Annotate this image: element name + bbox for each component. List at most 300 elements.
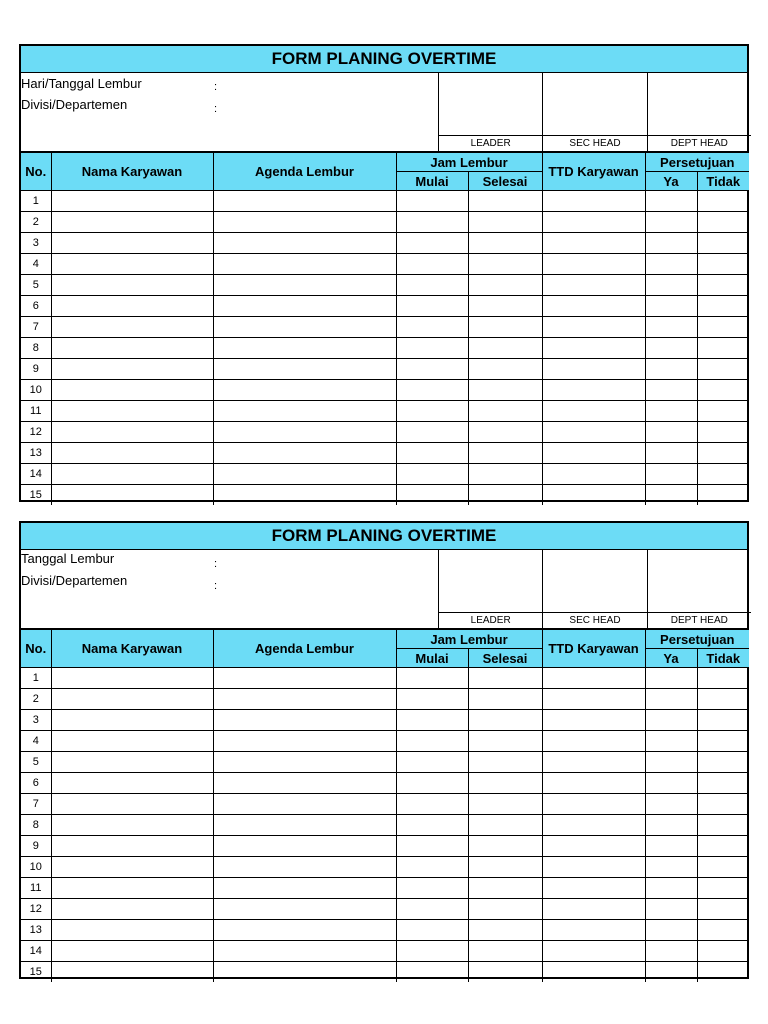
tidak-cell[interactable] [697,317,749,338]
agenda-cell[interactable] [213,962,396,983]
mulai-cell[interactable] [396,464,468,485]
mulai-cell[interactable] [396,338,468,359]
agenda-cell[interactable] [213,317,396,338]
selesai-cell[interactable] [468,401,542,422]
tidak-cell[interactable] [697,464,749,485]
tidak-cell[interactable] [697,233,749,254]
table-row [21,275,749,296]
signature-dept-head [648,73,751,151]
tidak-cell[interactable] [697,401,749,422]
ya-cell[interactable] [645,380,697,401]
agenda-cell[interactable] [213,815,396,836]
row-number: 9 [21,836,51,857]
col-jam-lembur: Jam Lembur [396,153,542,172]
form-info [21,73,747,152]
name-cell[interactable] [51,941,213,962]
overtime-form-2 [19,521,749,979]
ttd-cell[interactable] [542,773,645,794]
agenda-cell[interactable] [213,380,396,401]
agenda-cell[interactable] [213,464,396,485]
ttd-cell[interactable] [542,212,645,233]
selesai-cell[interactable] [468,254,542,275]
col-mulai: Mulai [396,172,468,191]
signature-label: SEC HEAD [543,612,646,628]
ttd-cell[interactable] [542,962,645,983]
ttd-cell[interactable] [542,296,645,317]
agenda-cell[interactable] [213,899,396,920]
name-cell[interactable] [51,359,213,380]
ya-cell[interactable] [645,941,697,962]
selesai-cell[interactable] [468,422,542,443]
ttd-cell[interactable] [542,254,645,275]
row-number: 3 [21,233,51,254]
mulai-cell[interactable] [396,773,468,794]
ya-cell[interactable] [645,359,697,380]
form-title: FORM PLANING OVERTIME [21,46,747,73]
mulai-cell[interactable] [396,296,468,317]
selesai-cell[interactable] [468,191,542,212]
ttd-cell[interactable] [542,878,645,899]
ttd-cell[interactable] [542,191,645,212]
mulai-cell[interactable] [396,443,468,464]
col-ttd: TTD Karyawan [542,630,645,668]
ttd-cell[interactable] [542,464,645,485]
agenda-cell[interactable] [213,794,396,815]
name-cell[interactable] [51,731,213,752]
mulai-cell[interactable] [396,317,468,338]
ya-cell[interactable] [645,920,697,941]
agenda-cell[interactable] [213,731,396,752]
ttd-cell[interactable] [542,401,645,422]
selesai-cell[interactable] [468,752,542,773]
agenda-cell[interactable] [213,359,396,380]
name-cell[interactable] [51,689,213,710]
signature-label: DEPT HEAD [648,612,751,628]
table-row [21,689,749,710]
table-row [21,941,749,962]
ya-cell[interactable] [645,836,697,857]
selesai-cell[interactable] [468,212,542,233]
ya-cell[interactable] [645,485,697,506]
row-number: 9 [21,359,51,380]
signature-box[interactable] [439,73,542,135]
ya-cell[interactable] [645,815,697,836]
date-colon[interactable]: : [214,558,218,570]
selesai-cell[interactable] [468,317,542,338]
table-body [21,191,749,506]
name-cell[interactable] [51,191,213,212]
agenda-cell[interactable] [213,941,396,962]
table-row [21,443,749,464]
ya-cell[interactable] [645,443,697,464]
division-colon[interactable]: : [214,580,218,592]
date-colon[interactable]: : [214,81,218,93]
agenda-cell[interactable] [213,212,396,233]
signature-label: LEADER [439,135,542,151]
ya-cell[interactable] [645,710,697,731]
col-selesai: Selesai [468,649,542,668]
ya-cell[interactable] [645,422,697,443]
tidak-cell[interactable] [697,731,749,752]
row-number: 13 [21,443,51,464]
table-row [21,212,749,233]
ya-cell[interactable] [645,689,697,710]
signature-leader [439,73,543,151]
ya-cell[interactable] [645,878,697,899]
mulai-cell[interactable] [396,941,468,962]
ttd-cell[interactable] [542,815,645,836]
ttd-cell[interactable] [542,689,645,710]
signature-box[interactable] [439,550,542,612]
ttd-cell[interactable] [542,794,645,815]
selesai-cell[interactable] [468,920,542,941]
name-cell[interactable] [51,752,213,773]
selesai-cell[interactable] [468,794,542,815]
agenda-cell[interactable] [213,773,396,794]
signature-box[interactable] [543,550,646,612]
signature-box[interactable] [648,73,751,135]
row-number: 12 [21,899,51,920]
col-ya: Ya [645,649,697,668]
row-number: 5 [21,752,51,773]
selesai-cell[interactable] [468,233,542,254]
ya-cell[interactable] [645,338,697,359]
agenda-cell[interactable] [213,668,396,689]
ya-cell[interactable] [645,191,697,212]
table-row [21,668,749,689]
table-row [21,899,749,920]
col-no: No. [21,630,51,668]
overtime-form-1 [19,44,749,502]
table-row [21,296,749,317]
ttd-cell[interactable] [542,233,645,254]
row-number: 8 [21,815,51,836]
mulai-cell[interactable] [396,920,468,941]
mulai-cell[interactable] [396,359,468,380]
row-number: 8 [21,338,51,359]
name-cell[interactable] [51,464,213,485]
table-row [21,485,749,506]
agenda-cell[interactable] [213,836,396,857]
tidak-cell[interactable] [697,191,749,212]
row-number: 7 [21,317,51,338]
selesai-cell[interactable] [468,296,542,317]
tidak-cell[interactable] [697,254,749,275]
mulai-cell[interactable] [396,899,468,920]
tidak-cell[interactable] [697,359,749,380]
row-number: 13 [21,920,51,941]
tidak-cell[interactable] [697,422,749,443]
mulai-cell[interactable] [396,485,468,506]
tidak-cell[interactable] [697,338,749,359]
mulai-cell[interactable] [396,422,468,443]
tidak-cell[interactable] [697,794,749,815]
mulai-cell[interactable] [396,380,468,401]
agenda-cell[interactable] [213,422,396,443]
selesai-cell[interactable] [468,878,542,899]
tidak-cell[interactable] [697,275,749,296]
col-name: Nama Karyawan [51,153,213,191]
tidak-cell[interactable] [697,836,749,857]
tidak-cell[interactable] [697,752,749,773]
tidak-cell[interactable] [697,878,749,899]
agenda-cell[interactable] [213,254,396,275]
mulai-cell[interactable] [396,878,468,899]
tidak-cell[interactable] [697,380,749,401]
ya-cell[interactable] [645,773,697,794]
selesai-cell[interactable] [468,857,542,878]
mulai-cell[interactable] [396,689,468,710]
row-number: 11 [21,401,51,422]
ya-cell[interactable] [645,899,697,920]
table-row [21,464,749,485]
mulai-cell[interactable] [396,275,468,296]
row-number: 15 [21,485,51,506]
col-agenda: Agenda Lembur [213,153,396,191]
agenda-cell[interactable] [213,752,396,773]
mulai-cell[interactable] [396,191,468,212]
row-number: 6 [21,296,51,317]
agenda-cell[interactable] [213,920,396,941]
agenda-cell[interactable] [213,233,396,254]
selesai-cell[interactable] [468,485,542,506]
name-cell[interactable] [51,212,213,233]
name-cell[interactable] [51,485,213,506]
row-number: 15 [21,962,51,983]
mulai-cell[interactable] [396,752,468,773]
ttd-cell[interactable] [542,485,645,506]
ttd-cell[interactable] [542,710,645,731]
col-no: No. [21,153,51,191]
ttd-cell[interactable] [542,359,645,380]
agenda-cell[interactable] [213,710,396,731]
mulai-cell[interactable] [396,794,468,815]
name-cell[interactable] [51,962,213,983]
selesai-cell[interactable] [468,380,542,401]
signature-dept-head [648,550,751,628]
selesai-cell[interactable] [468,941,542,962]
name-cell[interactable] [51,710,213,731]
row-number: 3 [21,710,51,731]
signature-label: LEADER [439,612,542,628]
col-selesai: Selesai [468,172,542,191]
name-cell[interactable] [51,815,213,836]
ya-cell[interactable] [645,857,697,878]
col-persetujuan: Persetujuan [645,153,749,172]
tidak-cell[interactable] [697,485,749,506]
mulai-cell[interactable] [396,401,468,422]
ya-cell[interactable] [645,212,697,233]
selesai-cell[interactable] [468,464,542,485]
agenda-cell[interactable] [213,857,396,878]
table-row [21,815,749,836]
name-cell[interactable] [51,338,213,359]
name-cell[interactable] [51,422,213,443]
ttd-cell[interactable] [542,731,645,752]
table-row [21,731,749,752]
ttd-cell[interactable] [542,275,645,296]
ya-cell[interactable] [645,275,697,296]
tidak-cell[interactable] [697,668,749,689]
ya-cell[interactable] [645,233,697,254]
selesai-cell[interactable] [468,962,542,983]
ttd-cell[interactable] [542,836,645,857]
table-row [21,878,749,899]
table-row [21,338,749,359]
selesai-cell[interactable] [468,710,542,731]
table-row [21,836,749,857]
name-cell[interactable] [51,794,213,815]
table-row [21,857,749,878]
agenda-cell[interactable] [213,485,396,506]
ya-cell[interactable] [645,401,697,422]
name-cell[interactable] [51,443,213,464]
col-name: Nama Karyawan [51,630,213,668]
tidak-cell[interactable] [697,941,749,962]
col-tidak: Tidak [697,172,749,191]
ya-cell[interactable] [645,668,697,689]
selesai-cell[interactable] [468,836,542,857]
name-cell[interactable] [51,317,213,338]
name-cell[interactable] [51,401,213,422]
table-row [21,962,749,983]
row-number: 4 [21,254,51,275]
tidak-cell[interactable] [697,710,749,731]
mulai-cell[interactable] [396,815,468,836]
ya-cell[interactable] [645,731,697,752]
col-ttd: TTD Karyawan [542,153,645,191]
table-body [21,668,749,983]
ya-cell[interactable] [645,296,697,317]
ttd-cell[interactable] [542,752,645,773]
row-number: 10 [21,380,51,401]
table-row [21,773,749,794]
tidak-cell[interactable] [697,296,749,317]
row-number: 2 [21,689,51,710]
agenda-cell[interactable] [213,689,396,710]
table-row [21,254,749,275]
selesai-cell[interactable] [468,668,542,689]
tidak-cell[interactable] [697,920,749,941]
signature-box[interactable] [648,550,751,612]
tidak-cell[interactable] [697,773,749,794]
overtime-table [21,629,749,982]
name-cell[interactable] [51,275,213,296]
tidak-cell[interactable] [697,212,749,233]
name-cell[interactable] [51,668,213,689]
ttd-cell[interactable] [542,920,645,941]
name-cell[interactable] [51,857,213,878]
selesai-cell[interactable] [468,731,542,752]
name-cell[interactable] [51,233,213,254]
signature-sec-head [543,73,647,151]
name-cell[interactable] [51,254,213,275]
mulai-cell[interactable] [396,857,468,878]
selesai-cell[interactable] [468,443,542,464]
mulai-cell[interactable] [396,836,468,857]
division-label: Divisi/Departemen [21,573,128,588]
division-colon[interactable]: : [214,103,218,115]
selesai-cell[interactable] [468,359,542,380]
mulai-cell[interactable] [396,212,468,233]
ttd-cell[interactable] [542,899,645,920]
tidak-cell[interactable] [697,443,749,464]
tidak-cell[interactable] [697,962,749,983]
agenda-cell[interactable] [213,443,396,464]
ya-cell[interactable] [645,794,697,815]
selesai-cell[interactable] [468,338,542,359]
mulai-cell[interactable] [396,710,468,731]
ttd-cell[interactable] [542,422,645,443]
table-row [21,191,749,212]
ttd-cell[interactable] [542,338,645,359]
col-ya: Ya [645,172,697,191]
table-row [21,401,749,422]
mulai-cell[interactable] [396,254,468,275]
name-cell[interactable] [51,878,213,899]
ttd-cell[interactable] [542,380,645,401]
name-cell[interactable] [51,773,213,794]
selesai-cell[interactable] [468,275,542,296]
name-cell[interactable] [51,899,213,920]
mulai-cell[interactable] [396,233,468,254]
agenda-cell[interactable] [213,296,396,317]
ya-cell[interactable] [645,254,697,275]
row-number: 11 [21,878,51,899]
table-row [21,359,749,380]
row-number: 7 [21,794,51,815]
ttd-cell[interactable] [542,668,645,689]
tidak-cell[interactable] [697,815,749,836]
tidak-cell[interactable] [697,899,749,920]
name-cell[interactable] [51,836,213,857]
selesai-cell[interactable] [468,815,542,836]
agenda-cell[interactable] [213,338,396,359]
signature-box[interactable] [543,73,646,135]
row-number: 14 [21,464,51,485]
tidak-cell[interactable] [697,689,749,710]
selesai-cell[interactable] [468,689,542,710]
ya-cell[interactable] [645,317,697,338]
signature-leader [439,550,543,628]
selesai-cell[interactable] [468,899,542,920]
name-cell[interactable] [51,380,213,401]
tidak-cell[interactable] [697,857,749,878]
signature-boxes [438,73,751,151]
agenda-cell[interactable] [213,275,396,296]
table-row [21,233,749,254]
ttd-cell[interactable] [542,941,645,962]
ya-cell[interactable] [645,752,697,773]
table-row [21,380,749,401]
ya-cell[interactable] [645,464,697,485]
ya-cell[interactable] [645,962,697,983]
ttd-cell[interactable] [542,443,645,464]
ttd-cell[interactable] [542,317,645,338]
name-cell[interactable] [51,920,213,941]
mulai-cell[interactable] [396,962,468,983]
ttd-cell[interactable] [542,857,645,878]
mulai-cell[interactable] [396,731,468,752]
agenda-cell[interactable] [213,191,396,212]
division-label: Divisi/Departemen [21,97,128,112]
agenda-cell[interactable] [213,878,396,899]
row-number: 1 [21,191,51,212]
name-cell[interactable] [51,296,213,317]
agenda-cell[interactable] [213,401,396,422]
mulai-cell[interactable] [396,668,468,689]
selesai-cell[interactable] [468,773,542,794]
